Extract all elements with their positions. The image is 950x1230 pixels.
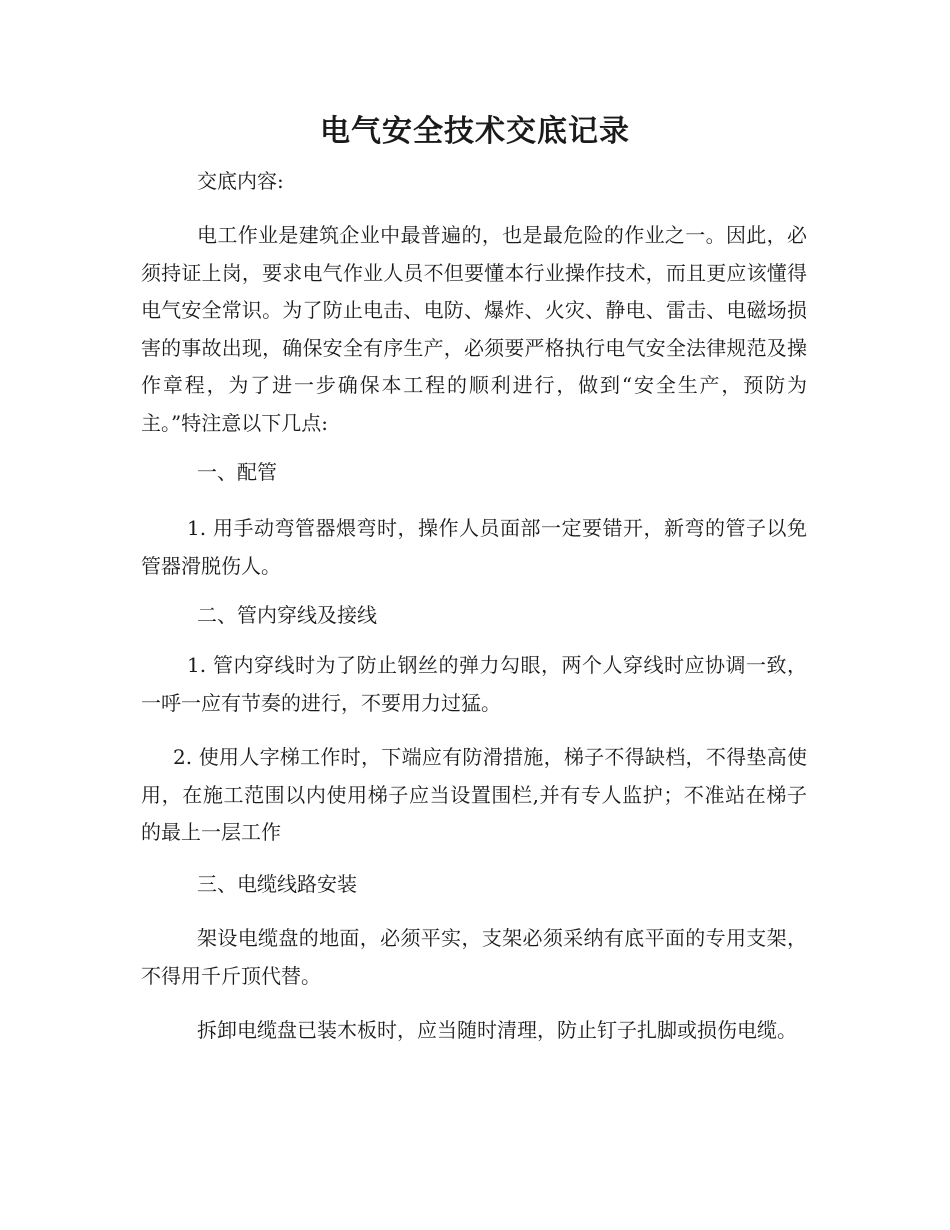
- section-item-wiring-2: 2. 使用人字梯工作时，下端应有防滑措施，梯子不得缺档，不得垫高使用，在施工范围以内使用梯子应当设置围栏,并有专人监护；不准站在梯子的最上一层工作: [141, 745, 807, 844]
- section-item-wiring-1: 1. 管内穿线时为了防止钢丝的弹力勾眼，两个人穿线时应协调一致，一呼一应有节奏的进行，不要用力过猛。: [141, 653, 807, 715]
- document-title: 电气安全技术交底记录: [320, 114, 630, 149]
- main-paragraph: 电工作业是建筑企业中最普遍的，也是最危险的作业之一。因此，必须持证上岗，要求电气作业人员不但要懂本行业操作技术，而且更应该懂得电气安全常识。为了防止电击、电防、爆炸、火灾、静电、雷击、电磁场损害的事故出现，确保安全有序生产，必须要严格执行电气安全法律规范及操作章程，为了进一步确保本工程的顺利进行，做到“安全生产，预防为主。”特注意以下几点:: [141, 223, 807, 435]
- section-item-cable-2: 拆卸电缆盘已装木板时，应当随时清理，防止钉子扎脚或损伤电缆。: [197, 1018, 797, 1042]
- section-item-piping-1: 1. 用手动弯管器煨弯时，操作人员面部一定要错开，新弯的管子以免管器滑脱伤人。: [141, 516, 807, 578]
- section-item-cable-1: 架设电缆盘的地面，必须平实，支架必须采纳有底平面的专用支架，不得用千斤顶代替。: [141, 926, 807, 988]
- section-heading-wiring: 二、管内穿线及接线: [197, 603, 377, 627]
- section-heading-cable: 三、电缆线路安装: [197, 872, 357, 896]
- section-heading-piping: 一、配管: [197, 460, 277, 484]
- intro-label: 交底内容:: [197, 169, 284, 193]
